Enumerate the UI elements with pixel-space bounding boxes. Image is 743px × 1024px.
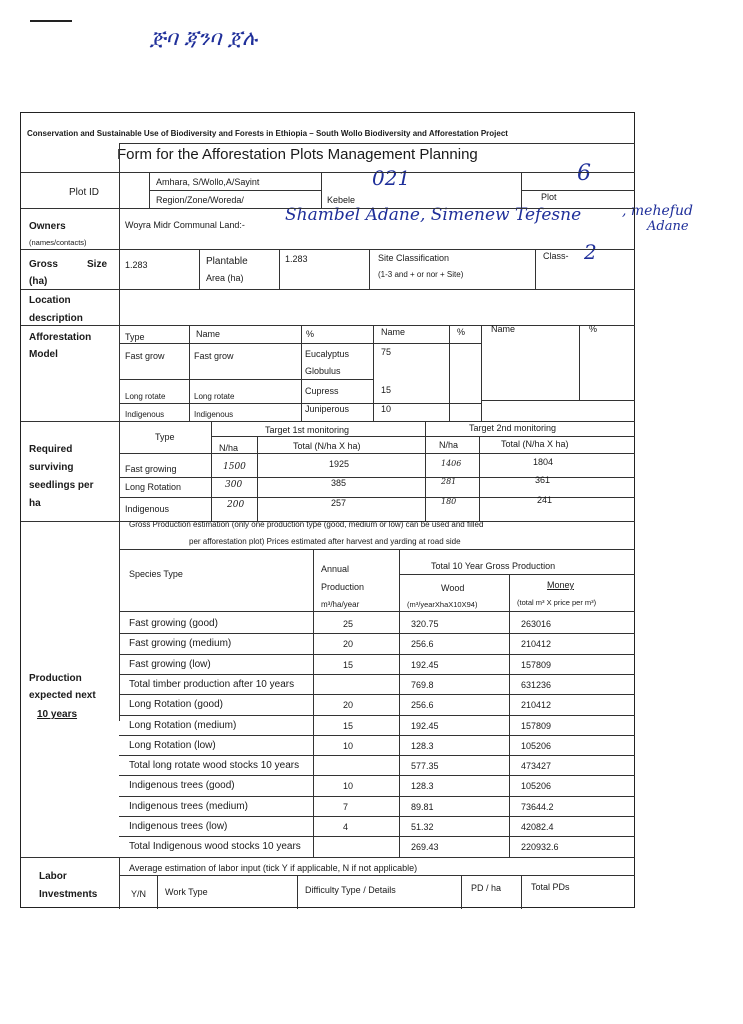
production-row-money: 105206 — [521, 781, 552, 792]
plot-id-label: Plot ID — [69, 187, 100, 198]
wood-header-formula: (m³/yearXhaX10X94) — [407, 600, 478, 609]
site-classification-label: Site Classification — [378, 253, 450, 263]
seedlings-row-long-nha2: 281 — [441, 477, 457, 486]
model-pct-eucalyptus: 75 — [381, 347, 392, 357]
handwritten-plot-count: 6 — [577, 161, 591, 186]
production-row-money: 220932.6 — [521, 842, 559, 853]
annual-header-1: Annual — [321, 564, 350, 574]
production-row-species: Fast growing (medium) — [129, 638, 232, 650]
location-label: Location — [29, 295, 71, 306]
seedlings-row-long-tot1: 385 — [331, 478, 347, 488]
model-species-globulus: Globulus — [305, 366, 341, 376]
production-note-2: per afforestation plot) Prices estimated after harvest and yarding at road side — [189, 537, 461, 546]
model-pct-cupress: 15 — [381, 385, 392, 395]
production-row-species: Total timber production after 10 years — [129, 678, 295, 690]
seedlings-row-indigenous-nha2: 180 — [441, 497, 457, 506]
gross-ha-label: (ha) — [29, 276, 48, 287]
money-header: Money — [547, 580, 575, 590]
annual-header-2: Production — [321, 582, 365, 592]
production-row-money: 73644.2 — [521, 801, 554, 812]
money-header-formula: (total m³ X price per m³) — [517, 598, 597, 607]
seedlings-row-fast-nha1: 1500 — [223, 462, 246, 472]
production-row-money: 105206 — [521, 740, 552, 751]
production-row-annual: 15 — [343, 659, 354, 670]
afforestation-model-label: Model — [29, 349, 58, 360]
plantable-label: Plantable — [206, 256, 248, 267]
production-row-wood: 256.6 — [411, 700, 434, 711]
handwritten-owners: Shambel Adane, Simenew Tefesne — [285, 205, 582, 225]
afforestation-label: Afforestation — [29, 332, 92, 343]
labor-yn-header: Y/N — [131, 889, 147, 899]
monitoring-1-header: Target 1st monitoring — [265, 425, 350, 435]
production-row-money: 631236 — [521, 679, 552, 690]
seedlings-row-long-nha1: 300 — [225, 480, 243, 490]
model-name2-header: Name — [381, 327, 406, 337]
production-row-species: Indigenous trees (good) — [129, 780, 235, 792]
monitoring-2-header: Target 2nd monitoring — [469, 423, 557, 433]
production-row-species: Indigenous trees (medium) — [129, 800, 248, 812]
model-pct3-header: % — [589, 324, 598, 334]
seedlings-total-1: Total (N/ha X ha) — [293, 441, 361, 451]
production-row-money: 157809 — [521, 659, 552, 670]
seedlings-row-long-tot2: 361 — [535, 475, 551, 485]
labor-label-1: Labor — [39, 871, 67, 882]
production-row-annual: 15 — [343, 720, 354, 731]
class-label: Class- — [543, 251, 569, 261]
seedlings-nha-2: N/ha — [439, 440, 459, 450]
production-row-wood: 128.3 — [411, 740, 434, 751]
production-row-annual: 25 — [343, 619, 354, 629]
model-name-header: Name — [196, 329, 221, 339]
handwritten-top-note: ጅባ ጃንባ ጀሉ — [150, 26, 258, 50]
seedlings-row-indigenous: Indigenous — [125, 504, 170, 514]
model-name-long: Long rotate — [194, 392, 235, 401]
seedlings-row-fast: Fast growing — [125, 464, 177, 474]
seedlings-row-fast-tot2: 1804 — [533, 457, 554, 467]
labor-total-pds-header: Total PDs — [531, 882, 570, 892]
production-row-money: 210412 — [521, 639, 552, 650]
seedlings-row-long: Long Rotation — [125, 482, 182, 492]
model-name-fast: Fast grow — [194, 351, 234, 361]
seedlings-label-3: seedlings per — [29, 480, 94, 491]
plantable-area-label: Area (ha) — [206, 273, 244, 283]
production-row-wood: 269.43 — [411, 842, 439, 853]
production-row-species: Fast growing (low) — [129, 658, 211, 670]
production-row-wood: 192.45 — [411, 720, 439, 731]
handwritten-plot-number: 021 — [372, 166, 411, 190]
plantable-value: 1.283 — [285, 254, 308, 264]
owners-value: Woyra Midr Communal Land:- — [125, 220, 245, 230]
production-row-wood: 769.8 — [411, 679, 434, 690]
production-row-wood: 256.6 — [411, 639, 434, 650]
plot-label: Plot — [541, 192, 557, 202]
location-description-label: description — [29, 313, 83, 324]
handwritten-owners-extra-2: Adane — [647, 219, 689, 234]
seedlings-type-header: Type — [155, 432, 175, 442]
seedlings-row-fast-tot1: 1925 — [329, 459, 350, 469]
seedlings-total-2: Total (N/ha X ha) — [501, 439, 569, 449]
model-pct-header: % — [306, 329, 315, 339]
production-row-money: 473427 — [521, 761, 552, 772]
seedlings-row-indigenous-tot2: 241 — [537, 495, 553, 505]
model-pct2-header: % — [457, 327, 466, 337]
production-row-annual: 4 — [343, 822, 349, 832]
model-species-eucalyptus: Eucalyptus — [305, 349, 350, 359]
production-row-wood: 51.32 — [411, 822, 434, 832]
seedlings-label-4: ha — [29, 498, 41, 509]
model-type-indigenous: Indigenous — [125, 410, 165, 419]
total-10-year-header: Total 10 Year Gross Production — [431, 561, 556, 571]
project-title: Conservation and Sustainable Use of Biodiversity and Forests in Ethiopia – South Wollo Biodiversity and Afforestation Project — [27, 129, 508, 138]
gross-size-label: Size — [87, 259, 108, 270]
seedlings-row-fast-nha2: 1406 — [441, 459, 462, 468]
production-row-money: 210412 — [521, 700, 552, 711]
production-row-wood: 192.45 — [411, 659, 439, 670]
owners-label: Owners — [29, 221, 66, 232]
production-row-money: 157809 — [521, 720, 552, 731]
seedlings-nha-1: N/ha — [219, 443, 239, 453]
model-name3-header: Name — [491, 324, 516, 334]
labor-note: Average estimation of labor input (tick Y if applicable, N if not applicable) — [129, 863, 418, 873]
production-note-1: Gross Production estimation (only one production type (good, medium or low) can be used and filled — [129, 520, 484, 529]
gross-label: Gross — [29, 259, 58, 270]
labor-label-2: Investments — [39, 889, 98, 900]
annual-header-3: m³/ha/year — [321, 600, 360, 609]
production-row-annual: 20 — [343, 700, 354, 711]
labor-work-type-header: Work Type — [165, 887, 208, 897]
site-classification-hint: (1-3 and + or nor + Site) — [378, 270, 464, 279]
model-species-cupress: Cupress — [305, 386, 339, 396]
production-row-species: Fast growing (good) — [129, 618, 218, 629]
production-row-money: 263016 — [521, 619, 552, 629]
region-label: Region/Zone/Woreda/ — [156, 195, 244, 205]
seedlings-label-1: Required — [29, 444, 73, 455]
production-row-money: 42082.4 — [521, 822, 554, 832]
gross-value: 1.283 — [125, 260, 148, 270]
model-pct-juniperous: 10 — [381, 404, 392, 414]
production-label-3: 10 years — [37, 709, 78, 720]
production-row-wood: 89.81 — [411, 801, 434, 812]
kebele-label: Kebele — [327, 195, 356, 205]
owners-sublabel: (names/contacts) — [29, 238, 87, 247]
production-row-species: Long Rotation (good) — [129, 699, 223, 711]
labor-pd-ha-header: PD / ha — [471, 883, 502, 893]
dash-mark — [30, 20, 72, 22]
form-title: Form for the Afforestation Plots Management Planning — [117, 146, 478, 163]
production-row-species: Indigenous trees (low) — [129, 821, 228, 832]
production-row-wood: 128.3 — [411, 781, 434, 792]
afforestation-form — [20, 112, 635, 908]
production-label-1: Production — [29, 673, 82, 684]
model-type-header: Type — [125, 332, 145, 342]
model-species-juniperous: Juniperous — [305, 404, 350, 414]
seedlings-row-indigenous-nha1: 200 — [227, 500, 245, 510]
production-row-species: Long Rotation (low) — [129, 739, 216, 751]
production-row-species: Long Rotation (medium) — [129, 719, 237, 731]
region-value: Amhara, S/Wollo,A/Sayint — [156, 177, 260, 187]
model-type-long: Long rotate — [125, 392, 166, 401]
production-row-annual: 10 — [343, 740, 354, 751]
production-row-wood: 320.75 — [411, 619, 439, 629]
handwritten-owners-extra: , mehefud — [622, 203, 693, 219]
production-row-species: Total long rotate wood stocks 10 years — [129, 760, 300, 772]
wood-header: Wood — [441, 583, 465, 593]
model-type-fast: Fast grow — [125, 351, 165, 361]
species-type-header: Species Type — [129, 569, 183, 579]
production-row-species: Total Indigenous wood stocks 10 years — [129, 841, 301, 853]
labor-difficulty-header: Difficulty Type / Details — [305, 885, 396, 895]
seedlings-row-indigenous-tot1: 257 — [331, 498, 347, 508]
production-row-wood: 577.35 — [411, 761, 439, 772]
production-row-annual: 10 — [343, 781, 354, 792]
production-row-annual: 7 — [343, 801, 349, 812]
handwritten-class: 2 — [584, 240, 597, 264]
seedlings-label-2: surviving — [29, 462, 74, 473]
model-name-indigenous: Indigenous — [194, 410, 234, 419]
production-row-annual: 20 — [343, 639, 354, 650]
production-label-2: expected next — [29, 690, 96, 701]
